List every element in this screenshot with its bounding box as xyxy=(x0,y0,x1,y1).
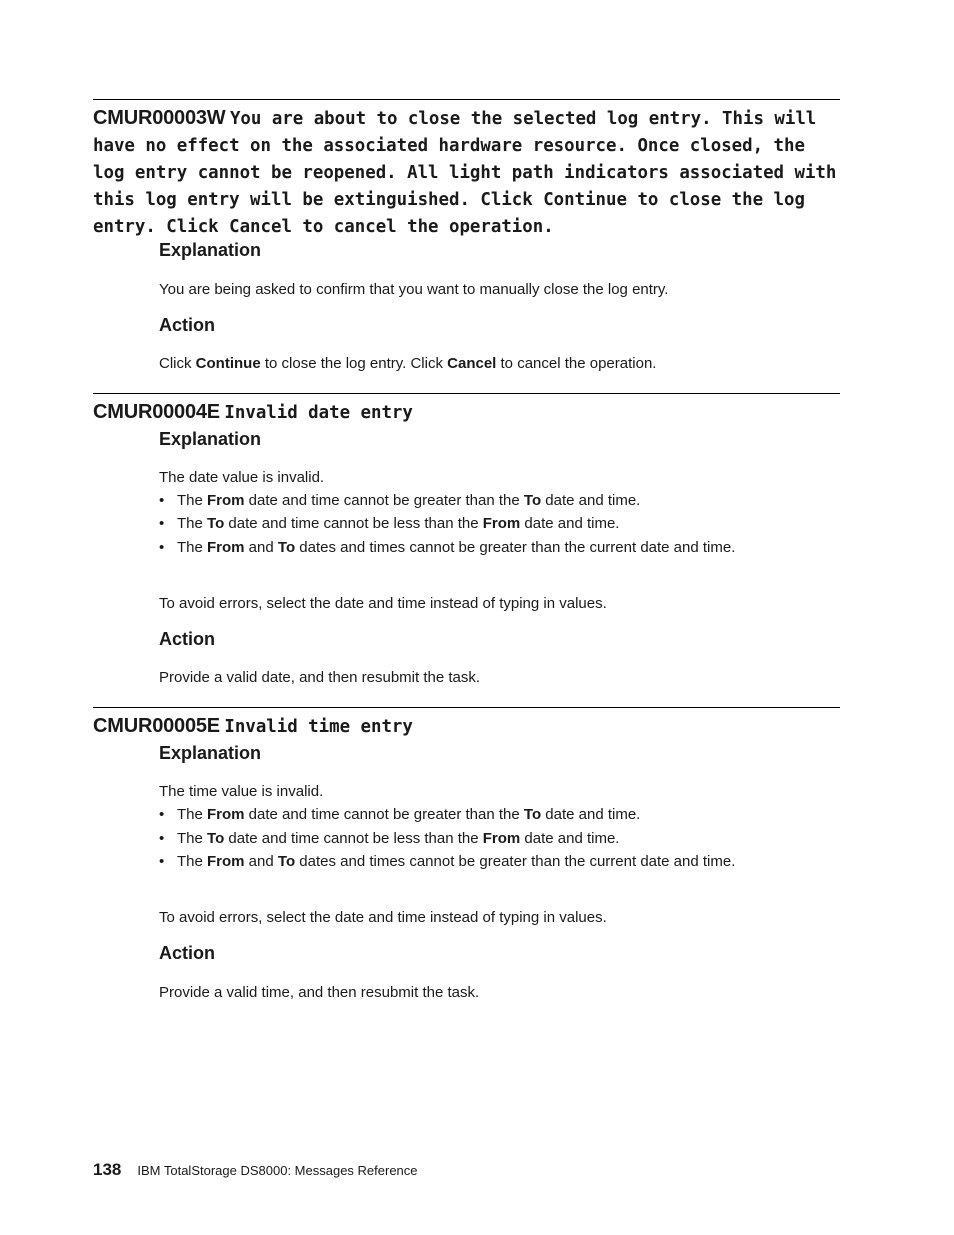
page-number: 138 xyxy=(93,1160,122,1179)
document-title: IBM TotalStorage DS8000: Messages Reference xyxy=(137,1163,418,1178)
action-heading: Action xyxy=(159,943,215,963)
action-heading: Action xyxy=(159,315,215,335)
explanation-text: The time value is invalid. xyxy=(159,783,324,800)
continue-keyword: Continue xyxy=(195,355,261,372)
message-header xyxy=(93,713,840,741)
message-cmur00003w xyxy=(93,99,840,241)
message-header xyxy=(93,399,840,427)
explanation-text: You are being asked to confirm that you want to manually close the log entry. xyxy=(159,281,669,298)
explanation-text: The date value is invalid. xyxy=(159,469,325,486)
explanation-heading: Explanation xyxy=(159,429,262,449)
action-heading: Action xyxy=(159,629,215,649)
message-cmur00004e xyxy=(93,393,840,427)
explanation-heading: Explanation xyxy=(159,743,262,763)
explanation-heading: Explanation xyxy=(159,240,262,260)
list-item: • The From date and time cannot be greater than the To date and time. xyxy=(159,492,641,509)
message-id: CMUR00003W xyxy=(93,107,226,129)
message-id: CMUR00005E xyxy=(93,715,220,737)
action-text: Provide a valid date, and then resubmit the task. xyxy=(159,669,481,686)
message-text: Invalid date entry xyxy=(224,403,413,423)
note-text: To avoid errors, select the date and time instead of typing in values. xyxy=(159,595,607,612)
message-header xyxy=(93,105,840,241)
list-item: • The To date and time cannot be less than the From date and time. xyxy=(159,515,620,532)
action-text: Provide a valid time, and then resubmit the task. xyxy=(159,984,480,1001)
action-text: Click Continue to close the log entry. Click Cancel to cancel the operation. xyxy=(159,355,657,372)
note-text: To avoid errors, select the date and time instead of typing in values. xyxy=(159,909,607,926)
message-cmur00005e xyxy=(93,707,840,741)
list-item: • The From date and time cannot be greater than the To date and time. xyxy=(159,806,641,823)
message-text: Invalid time entry xyxy=(224,717,413,737)
message-id: CMUR00004E xyxy=(93,401,220,423)
message-text: You are about to close the selected log entry. This will have no effect on the associated hardware resource. Once closed, the log entry cannot be reopened. All light path indicators associated with this log entry will be extinguished. Click Continue to close the log entry. Click Cancel to cancel the operation. xyxy=(93,109,837,237)
cancel-keyword: Cancel xyxy=(447,355,497,372)
list-item: • The To date and time cannot be less than the From date and time. xyxy=(159,830,620,847)
list-item: • The From and To dates and times cannot be greater than the current date and time. xyxy=(159,853,736,870)
list-item: • The From and To dates and times cannot be greater than the current date and time. xyxy=(159,539,736,556)
page-footer xyxy=(93,1160,418,1180)
